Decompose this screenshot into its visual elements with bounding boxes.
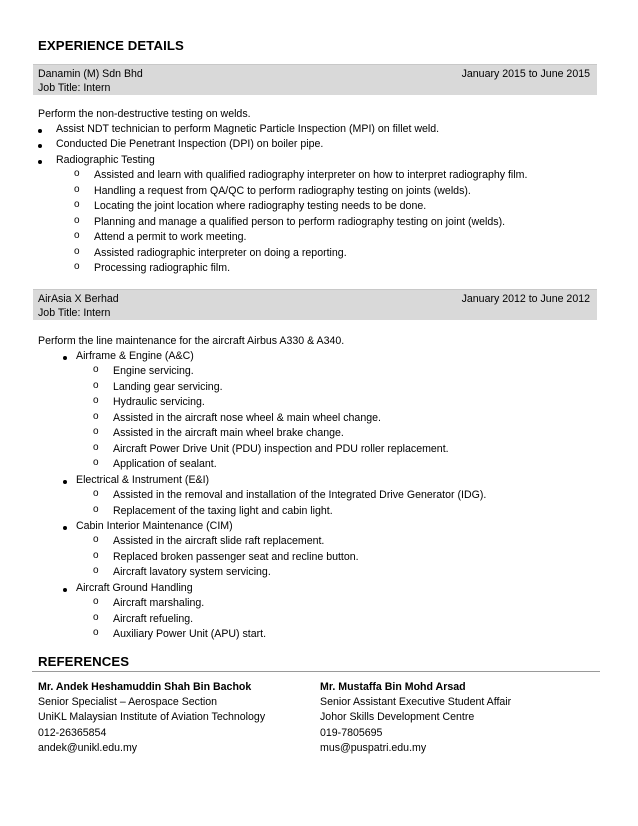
bullet-icon [63, 480, 67, 484]
circle-bullet-icon: o [93, 457, 99, 468]
job-header-airasia [33, 289, 597, 320]
circle-bullet-icon: o [93, 411, 99, 422]
reference-2 [320, 680, 511, 756]
circle-bullet-icon: o [93, 380, 99, 391]
job-bullet: Electrical & Instrument (E&I) [76, 474, 210, 486]
circle-bullet-icon: o [74, 230, 80, 241]
reference-name: Mr. Mustaffa Bin Mohd Arsad [320, 681, 466, 693]
circle-bullet-icon: o [93, 596, 99, 607]
sub-bullet: Locating the joint location where radiography testing needs to be done. [94, 200, 427, 212]
circle-bullet-icon: o [93, 504, 99, 515]
circle-bullet-icon: o [93, 395, 99, 406]
sub-bullet: Replaced broken passenger seat and recline button. [113, 551, 359, 563]
sub-bullet: Auxiliary Power Unit (APU) start. [113, 628, 267, 640]
bullet-icon [38, 129, 42, 133]
bullet-icon [38, 160, 42, 164]
reference-organization: UniKL Malaysian Institute of Aviation Technology [38, 711, 266, 724]
references-heading: REFERENCES [38, 654, 130, 669]
job-bullet: Cabin Interior Maintenance (CIM) [76, 520, 233, 532]
reference-email: andek@unikl.edu.my [38, 741, 138, 754]
circle-bullet-icon: o [93, 550, 99, 561]
bullet-icon [63, 526, 67, 530]
job-company: AirAsia X Berhad [38, 293, 119, 305]
reference-email: mus@puspatri.edu.my [320, 741, 427, 754]
reference-position: Senior Specialist – Aerospace Section [38, 696, 218, 709]
job-bullet: Radiographic Testing [56, 154, 155, 166]
sub-bullet: Handling a request from QA/QC to perform radiography testing on joints (welds). [94, 185, 471, 197]
bullet-icon [63, 356, 67, 360]
reference-phone: 012-26365854 [38, 726, 107, 739]
job-title: Job Title: Intern [38, 82, 111, 94]
sub-bullet: Aircraft lavatory system servicing. [113, 566, 271, 578]
circle-bullet-icon: o [74, 246, 80, 257]
sub-bullet: Assisted in the aircraft nose wheel & main wheel change. [113, 412, 381, 424]
sub-bullet: Assisted in the aircraft main wheel brake change. [113, 427, 344, 439]
sub-bullet: Attend a permit to work meeting. [94, 231, 247, 243]
reference-name: Mr. Andek Heshamuddin Shah Bin Bachok [38, 681, 252, 693]
circle-bullet-icon: o [74, 261, 80, 272]
reference-phone: 019-7805695 [320, 726, 383, 739]
circle-bullet-icon: o [74, 168, 80, 179]
bullet-icon [63, 588, 67, 592]
job-bullet: Conducted Die Penetrant Inspection (DPI) on boiler pipe. [56, 138, 324, 150]
circle-bullet-icon: o [93, 488, 99, 499]
sub-bullet: Hydraulic servicing. [113, 396, 205, 408]
sub-bullet: Processing radiographic film. [94, 262, 231, 274]
circle-bullet-icon: o [93, 442, 99, 453]
experience-heading: EXPERIENCE DETAILS [38, 38, 184, 53]
sub-bullet: Aircraft refueling. [113, 613, 194, 625]
circle-bullet-icon: o [74, 199, 80, 210]
job-dates: January 2012 to June 2012 [461, 293, 590, 305]
job-dates: January 2015 to June 2015 [461, 68, 590, 80]
sub-bullet: Assisted in the aircraft slide raft replacement. [113, 535, 325, 547]
section-divider [32, 671, 600, 672]
job-company: Danamin (M) Sdn Bhd [38, 68, 143, 80]
sub-bullet: Engine servicing. [113, 365, 194, 377]
sub-bullet: Assisted in the removal and installation of the Integrated Drive Generator (IDG). [113, 489, 487, 501]
sub-bullet: Aircraft marshaling. [113, 597, 205, 609]
circle-bullet-icon: o [93, 627, 99, 638]
reference-organization: Johor Skills Development Centre [320, 711, 475, 724]
circle-bullet-icon: o [74, 184, 80, 195]
circle-bullet-icon: o [93, 426, 99, 437]
job-header-danamin [33, 64, 597, 95]
job-bullet: Airframe & Engine (A&C) [76, 350, 194, 362]
sub-bullet: Application of sealant. [113, 458, 217, 470]
sub-bullet: Assisted and learn with qualified radiography interpreter on how to interpret radiography film. [94, 169, 528, 181]
job-title: Job Title: Intern [38, 307, 111, 319]
sub-bullet: Landing gear servicing. [113, 381, 223, 393]
circle-bullet-icon: o [93, 612, 99, 623]
sub-bullet: Replacement of the taxing light and cabin light. [113, 505, 333, 517]
bullet-icon [38, 144, 42, 148]
reference-1 [38, 680, 265, 756]
circle-bullet-icon: o [74, 215, 80, 226]
reference-position: Senior Assistant Executive Student Affair [320, 696, 512, 709]
job-bullet: Assist NDT technician to perform Magnetic Particle Inspection (MPI) on fillet weld. [56, 123, 440, 135]
sub-bullet: Aircraft Power Drive Unit (PDU) inspection and PDU roller replacement. [113, 443, 449, 455]
sub-bullet: Assisted radiographic interpreter on doing a reporting. [94, 247, 347, 259]
circle-bullet-icon: o [93, 364, 99, 375]
job-summary: Perform the non-destructive testing on welds. [38, 108, 251, 120]
sub-bullet: Planning and manage a qualified person to perform radiography testing on joint (welds). [94, 216, 506, 228]
job-summary: Perform the line maintenance for the aircraft Airbus A330 & A340. [38, 335, 345, 347]
job-bullet: Aircraft Ground Handling [76, 582, 193, 594]
circle-bullet-icon: o [93, 534, 99, 545]
circle-bullet-icon: o [93, 565, 99, 576]
